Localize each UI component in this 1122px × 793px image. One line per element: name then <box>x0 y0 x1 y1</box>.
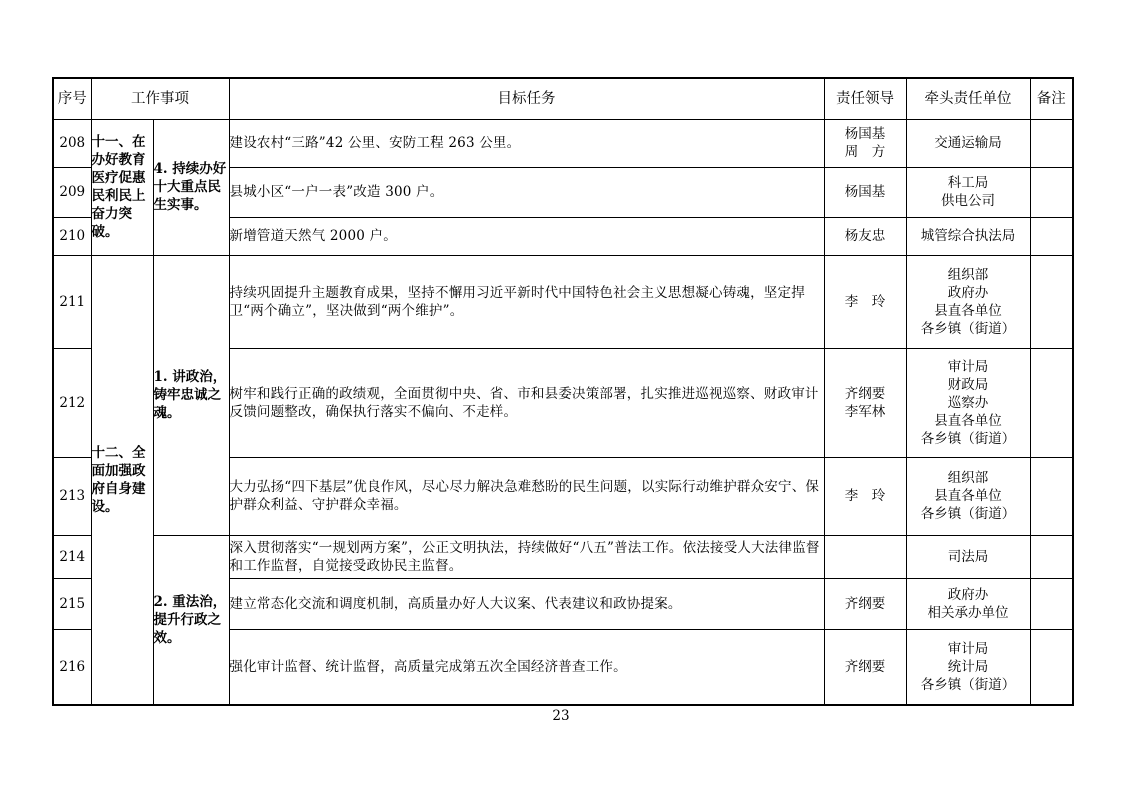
row-unit <box>906 535 1030 578</box>
leader-name: 李 玲 <box>844 293 886 310</box>
leader-name: 齐纲要 <box>844 385 886 402</box>
table-row <box>53 119 1073 167</box>
row-note <box>1030 255 1073 348</box>
header-note <box>1030 78 1073 119</box>
row-unit <box>906 457 1030 535</box>
unit-name: 县直各单位 <box>934 302 1002 319</box>
row-no: 212 <box>53 348 91 457</box>
leader-name: 杨友忠 <box>844 228 886 244</box>
group-subitem-12-2: 2. 重法治，提升行政之效。 <box>153 535 229 705</box>
row-leader <box>824 535 906 578</box>
unit-name: 交通运输局 <box>934 135 1002 151</box>
row-task: 建立常态化交流和调度机制，高质量办好人大议案、代表建议和政协提案。 <box>229 578 824 629</box>
group-item-11: 十一、在办好教育医疗促惠民利民上奋力突破。 <box>91 119 153 255</box>
work-plan-table <box>52 77 1074 706</box>
leader-name: 齐纲要 <box>844 658 886 675</box>
unit-name: 各乡镇（街道） <box>920 506 1016 522</box>
row-note <box>1030 457 1073 535</box>
leader-name: 周 方 <box>844 144 886 160</box>
row-note <box>1030 629 1073 705</box>
unit-name: 各乡镇（街道） <box>920 676 1016 693</box>
unit-name: 组织部 <box>947 470 989 486</box>
row-note <box>1030 578 1073 629</box>
header-no <box>53 78 91 119</box>
row-task: 强化审计监督、统计监督，高质量完成第五次全国经济普查工作。 <box>229 629 824 705</box>
unit-name: 相关承办单位 <box>927 604 1009 621</box>
row-no: 213 <box>53 457 91 535</box>
row-note <box>1030 348 1073 457</box>
row-unit <box>906 578 1030 629</box>
row-unit <box>906 255 1030 348</box>
unit-name: 财政局 <box>947 376 989 393</box>
unit-name: 科工局 <box>947 175 989 191</box>
row-no: 208 <box>53 119 91 167</box>
unit-name: 审计局 <box>947 358 989 375</box>
row-no: 214 <box>53 535 91 578</box>
unit-name: 组织部 <box>947 266 989 283</box>
row-task: 大力弘扬“四下基层”优良作风，尽心尽力解决急难愁盼的民生问题，以实际行动维护群众安宁、保护群众利益、守护群众幸福。 <box>229 457 824 535</box>
unit-name: 司法局 <box>947 548 989 565</box>
row-unit <box>906 348 1030 457</box>
leader-name: 李军林 <box>844 403 886 420</box>
row-leader <box>824 629 906 705</box>
row-unit <box>906 217 1030 255</box>
row-unit <box>906 119 1030 167</box>
leader-name: 齐纲要 <box>844 595 886 612</box>
row-leader <box>824 217 906 255</box>
unit-name: 政府办 <box>947 586 989 603</box>
row-leader <box>824 167 906 217</box>
row-unit <box>906 629 1030 705</box>
row-task: 新增管道天然气 2000 户。 <box>229 217 824 255</box>
unit-name: 县直各单位 <box>934 412 1002 429</box>
row-leader <box>824 578 906 629</box>
row-leader <box>824 457 906 535</box>
header-row <box>53 78 1073 119</box>
row-leader <box>824 119 906 167</box>
row-note <box>1030 167 1073 217</box>
row-task: 树牢和践行正确的政绩观，全面贯彻中央、省、市和县委决策部署，扎实推进巡视巡察、财政审计反馈问题整改，确保执行落实不偏向、不走样。 <box>229 348 824 457</box>
leader-name: 杨国基 <box>844 184 886 200</box>
group-item-12: 十二、全面加强政府自身建设。 <box>91 255 153 705</box>
row-note <box>1030 119 1073 167</box>
unit-name: 统计局 <box>947 658 989 675</box>
unit-name: 供电公司 <box>941 193 995 209</box>
header-item: 工作事项 <box>91 78 229 119</box>
page-number: 23 <box>552 708 570 724</box>
table-row <box>53 255 1073 348</box>
unit-name: 巡察办 <box>947 394 989 411</box>
leader-name: 杨国基 <box>844 126 886 142</box>
header-unit: 牵头责任单位 <box>906 78 1030 119</box>
leader-name: 李 玲 <box>844 488 886 504</box>
unit-name: 政府办 <box>947 284 989 301</box>
header-leader: 责任领导 <box>824 78 906 119</box>
group-subitem-12-1: 1. 讲政治，铸牢忠诚之魂。 <box>153 255 229 535</box>
unit-name: 各乡镇（街道） <box>920 430 1016 447</box>
row-unit <box>906 167 1030 217</box>
row-task: 建设农村“三路”42 公里、安防工程 263 公里。 <box>229 119 824 167</box>
header-task: 目标任务 <box>229 78 824 119</box>
row-no: 210 <box>53 217 91 255</box>
row-no: 216 <box>53 629 91 705</box>
row-no: 209 <box>53 167 91 217</box>
row-task: 深入贯彻落实“一规划两方案”，公正文明执法，持续做好“八五”普法工作。依法接受人大法律监督和工作监督，自觉接受政协民主监督。 <box>229 535 824 578</box>
row-leader <box>824 255 906 348</box>
row-no: 215 <box>53 578 91 629</box>
table-row <box>53 535 1073 578</box>
unit-name: 各乡镇（街道） <box>920 320 1016 337</box>
row-note <box>1030 217 1073 255</box>
unit-name: 城管综合执法局 <box>920 228 1016 244</box>
row-leader <box>824 348 906 457</box>
header-no-text: 序号 <box>57 90 87 107</box>
unit-name: 县直各单位 <box>934 488 1002 504</box>
group-subitem-11-4: 4. 持续办好十大重点民生实事。 <box>153 119 229 255</box>
row-task: 持续巩固提升主题教育成果，坚持不懈用习近平新时代中国特色社会主义思想凝心铸魂，坚定捍卫“两个确立”，坚决做到“两个维护”。 <box>229 255 824 348</box>
header-note-text: 备注 <box>1036 90 1066 107</box>
row-note <box>1030 535 1073 578</box>
unit-name: 审计局 <box>947 640 989 657</box>
row-no: 211 <box>53 255 91 348</box>
row-task: 县城小区“一户一表”改造 300 户。 <box>229 167 824 217</box>
